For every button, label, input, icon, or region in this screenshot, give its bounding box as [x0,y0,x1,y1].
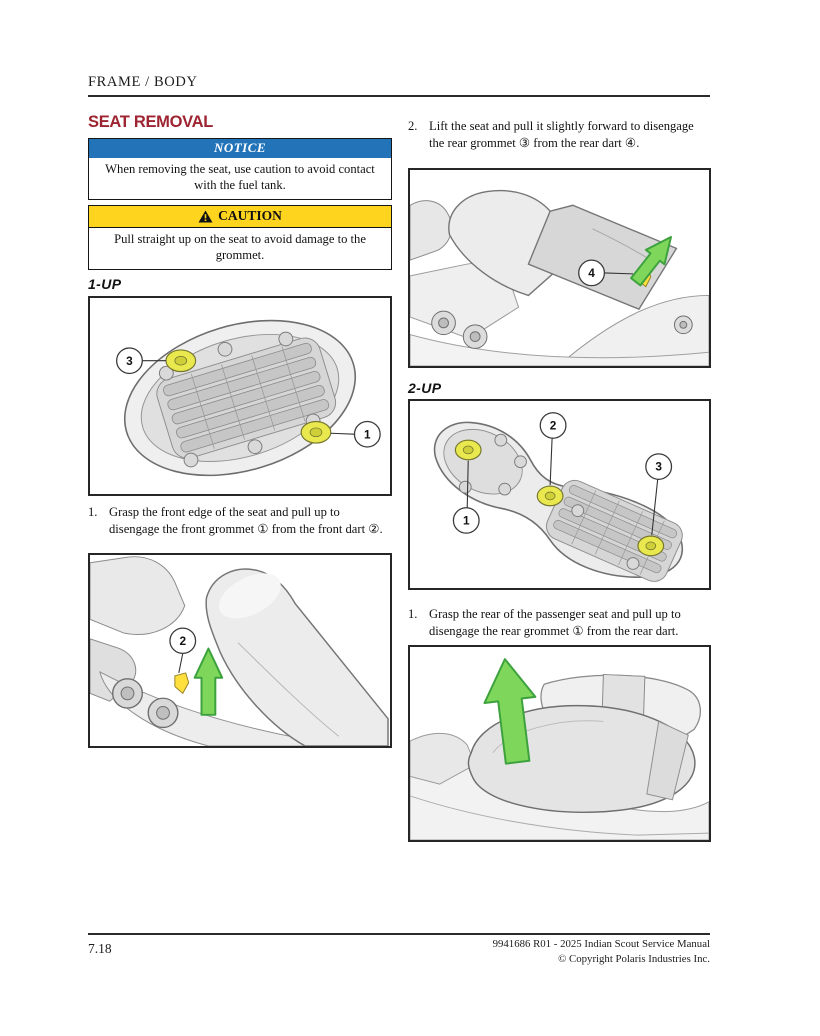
warning-triangle-icon [198,210,213,223]
callout-bubble-1 [453,508,479,533]
callout-3-label: 3 [126,353,133,368]
front-dart-illustration [90,555,390,746]
page-number: 7.18 [88,941,112,956]
subheading-1up: 1-UP [88,276,122,292]
caution-body-text: Pull straight up on the seat to avoid damage to the grommet. [114,232,366,263]
callout-bubble-3 [646,454,672,479]
caution-box [88,205,392,270]
notice-box [88,138,392,200]
step-number: 1. [408,607,418,621]
step-number: 2. [408,119,418,133]
step-text: Grasp the front edge of the seat and pull up to disengage the front grommet ① from the front dart ②. [109,505,383,536]
step-text: Lift the seat and pull it slightly forward to disengage the rear grommet ③ from the rear dart ④. [429,119,694,150]
front-dart-highlight [175,673,189,693]
callout-4-label: 4 [588,266,595,281]
page-header-title: FRAME / BODY [88,74,198,90]
header-divider [88,95,710,97]
caution-label: CAUTION [218,208,282,223]
callout-1-label: 1 [364,427,371,442]
passenger-seat-illustration [410,647,709,840]
section-title-seat-removal: SEAT REMOVAL [88,113,214,131]
step-number: 1. [88,505,98,519]
lifted-seat [206,564,388,746]
step-item [408,118,711,151]
callout-bubble-2 [540,413,566,438]
footer-divider [88,933,710,935]
caution-box-header [89,206,391,228]
figure-2up-seat-underside [408,399,711,590]
figure-front-dart-removal [88,553,392,748]
callout-3-label: 3 [655,460,662,474]
notice-body-text: When removing the seat, use caution to avoid contact with the fuel tank. [105,162,375,193]
subheading-2up: 2-UP [408,380,442,396]
callout-bubble-3 [117,348,143,373]
step-item [88,504,392,537]
footer-text [408,937,710,967]
callout-bubble-1 [354,421,380,446]
front-grommet-highlight [166,350,196,372]
figure-1up-seat-underside [88,296,392,496]
callout-1-label: 1 [462,514,470,528]
notice-label: NOTICE [213,140,267,155]
callout-2-label: 2 [549,419,557,433]
copyright-notice: © Copyright Polaris Industries Inc. [558,953,710,966]
callout-bubble-4 [579,260,605,285]
lift-up-arrow-icon [195,649,223,715]
rear-grommet-highlight [301,421,331,443]
figure-rear-dart-removal [408,168,711,368]
rear-dart-illustration [410,170,709,366]
manual-reference: 9941686 R01 - 2025 Indian Scout Service Manual [492,938,710,950]
callout-bubble-2 [170,628,196,653]
notice-box-header [89,139,391,158]
2up-seat-underside-illustration [410,401,709,588]
seat-pan [105,298,374,494]
seat-underside-illustration [90,298,390,494]
step-item [408,606,711,639]
callout-2-label: 2 [179,634,187,648]
figure-passenger-seat-removal [408,645,711,842]
step-text: Grasp the rear of the passenger seat and pull up to disengage the rear grommet ① from the rear dart. [429,607,681,638]
